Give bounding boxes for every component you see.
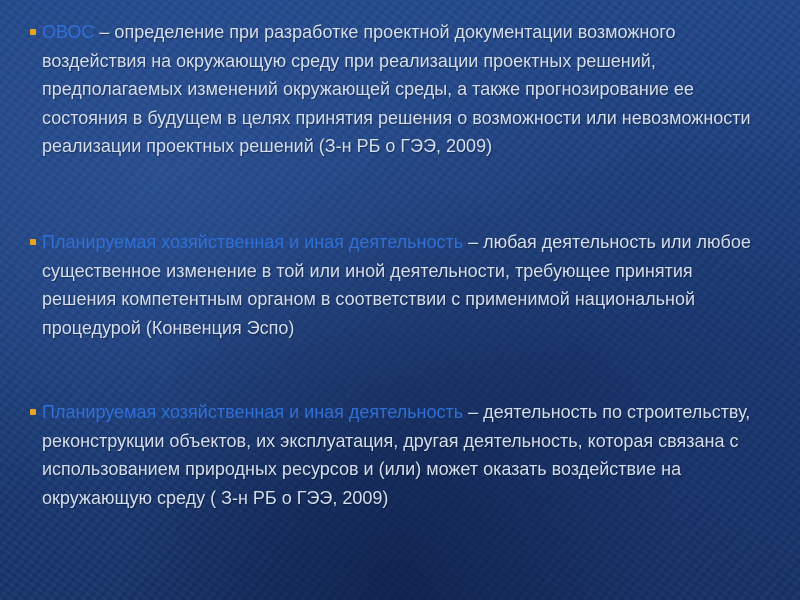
bullet-icon	[30, 239, 36, 245]
definition-term: ОВОС	[42, 22, 95, 42]
definition-item-planned-activity-law	[28, 398, 768, 512]
definition-paragraph	[28, 228, 768, 342]
definition-item-ovos	[28, 18, 768, 161]
definition-paragraph	[28, 398, 768, 512]
definition-paragraph	[28, 18, 768, 161]
definition-item-planned-activity-espoo	[28, 228, 768, 342]
definition-text: – определение при разработке проектной документации возможного воздействия на окружающую среду при реализации проектных решений, предполагаемых изменений окружающей среды, а также прогнозирование ее состояния в будущем в целях принятия решения о возможности или невозможности реализации проектных решений (З-н РБ о ГЭЭ, 2009)	[42, 22, 751, 157]
definition-term: Планируемая хозяйственная и иная деятельность	[42, 232, 464, 252]
definition-text: – любая деятельность или любое существенное изменение в той или иной деятельности, требующее принятия решения компетентным органом в соответствии с применимой национальной процедурой (Конвенция Эспо)	[42, 232, 751, 338]
bullet-icon	[30, 409, 36, 415]
bullet-icon	[30, 29, 36, 35]
definition-text: – деятельность по строительству, реконструкции объектов, их эксплуатация, другая деятельность, которая связана с использованием природных ресурсов и (или) может оказать воздействие на окружающую среду ( З-н РБ о ГЭЭ, 2009)	[42, 402, 751, 508]
definition-term: Планируемая хозяйственная и иная деятельность	[42, 402, 464, 422]
